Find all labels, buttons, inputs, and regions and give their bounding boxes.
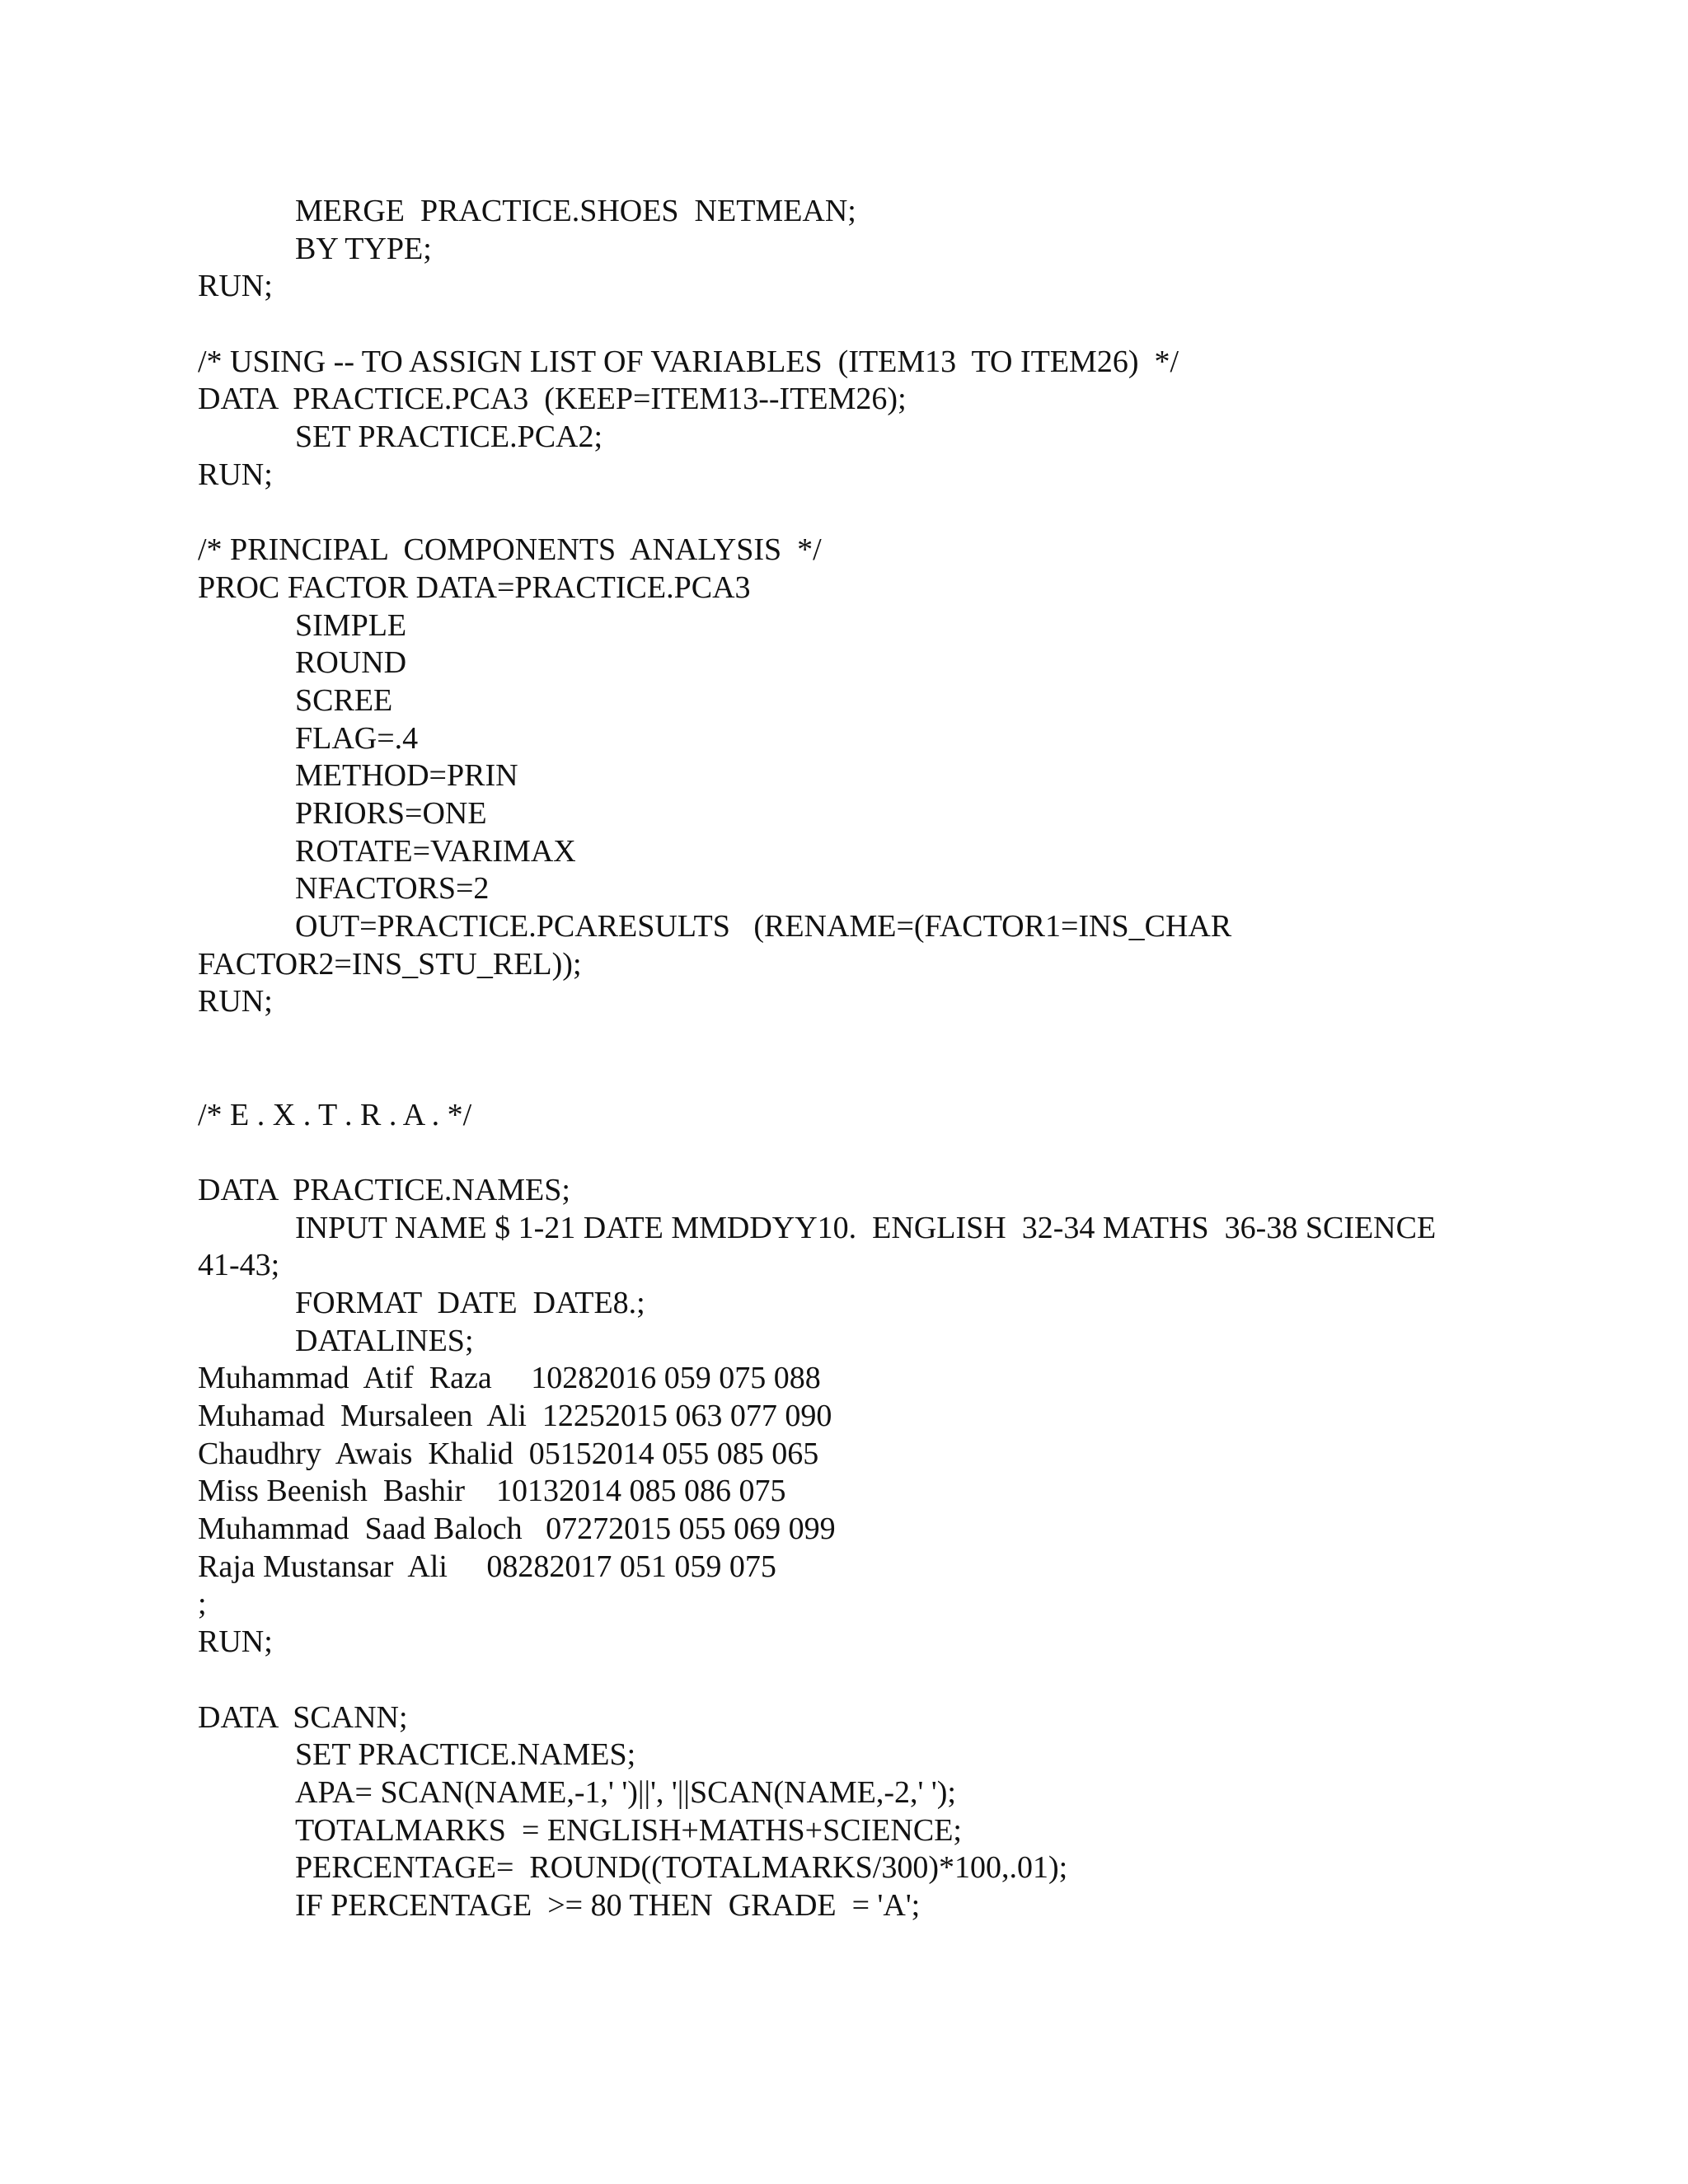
code-line: DATA PRACTICE.NAMES; (198, 1172, 570, 1207)
code-line: Muhammad Saad Baloch 07272015 055 069 099 (198, 1511, 836, 1547)
code-line: PERCENTAGE= ROUND((TOTALMARKS/300)*100,.01); (295, 1850, 1068, 1886)
code-line: RUN; (198, 984, 273, 1019)
code-line: NFACTORS=2 (295, 871, 490, 907)
code-line: TOTALMARKS = ENGLISH+MATHS+SCIENCE; (295, 1812, 962, 1848)
code-line: PRIORS=ONE (295, 796, 487, 831)
code-line: DATALINES; (295, 1323, 474, 1358)
blank-line (198, 1134, 1599, 1172)
code-line: RUN; (198, 269, 273, 304)
blank-line (198, 1059, 1599, 1097)
code-line: DATA PRACTICE.PCA3 (KEEP=ITEM13--ITEM26); (198, 382, 907, 417)
code-line: SCREE (295, 682, 393, 718)
code-line: OUT=PRACTICE.PCARESULTS (RENAME=(FACTOR1=INS_CHAR (295, 909, 1232, 944)
code-line: RUN; (198, 1624, 273, 1660)
code-line: /* PRINCIPAL COMPONENTS ANALYSIS */ (198, 532, 822, 568)
code-line: METHOD=PRIN (295, 758, 518, 794)
code-line: FACTOR2=INS_STU_REL)); (198, 946, 582, 982)
code-line: DATA SCANN; (198, 1699, 408, 1735)
code-line: ROTATE=VARIMAX (295, 833, 576, 869)
code-line: Miss Beenish Bashir 10132014 085 086 075 (198, 1474, 786, 1509)
code-line: SET PRACTICE.PCA2; (295, 419, 603, 455)
blank-line (198, 306, 1599, 344)
code-line: ; (198, 1586, 207, 1622)
code-line: Chaudhry Awais Khalid 05152014 055 085 065 (198, 1436, 819, 1471)
blank-line (198, 1661, 1599, 1699)
code-line: 41-43; (198, 1248, 280, 1283)
code-line: Muhammad Atif Raza 10282016 059 075 088 (198, 1361, 821, 1396)
code-line: PROC FACTOR DATA=PRACTICE.PCA3 (198, 569, 751, 605)
code-line: FLAG=.4 (295, 720, 419, 756)
code-line: SIMPLE (295, 607, 407, 643)
code-line: Raja Mustansar Ali 08282017 051 059 075 (198, 1549, 776, 1584)
code-line: APA= SCAN(NAME,-1,' ')||', '||SCAN(NAME,-2,' '); (295, 1774, 956, 1810)
code-line: INPUT NAME $ 1-21 DATE MMDDYY10. ENGLISH 32-34 MATHS 36-38 SCIENCE (295, 1210, 1437, 1245)
blank-line (198, 1021, 1599, 1059)
code-line: SET PRACTICE.NAMES; (295, 1737, 636, 1773)
code-line: /* E . X . T . R . A . */ (198, 1097, 472, 1132)
code-line: BY TYPE; (295, 231, 432, 266)
blank-line (198, 494, 1599, 532)
code-line: IF PERCENTAGE >= 80 THEN GRADE = 'A'; (295, 1887, 921, 1923)
code-line: FORMAT DATE DATE8.; (295, 1285, 645, 1320)
code-line: ROUND (295, 645, 407, 681)
code-line: RUN; (198, 457, 273, 492)
sas-code-listing (198, 193, 1599, 1925)
code-line: MERGE PRACTICE.SHOES NETMEAN; (295, 194, 856, 228)
code-line: /* USING -- TO ASSIGN LIST OF VARIABLES (ITEM13 TO ITEM26) */ (198, 344, 1179, 379)
code-line: Muhamad Mursaleen Ali 12252015 063 077 090 (198, 1399, 832, 1433)
